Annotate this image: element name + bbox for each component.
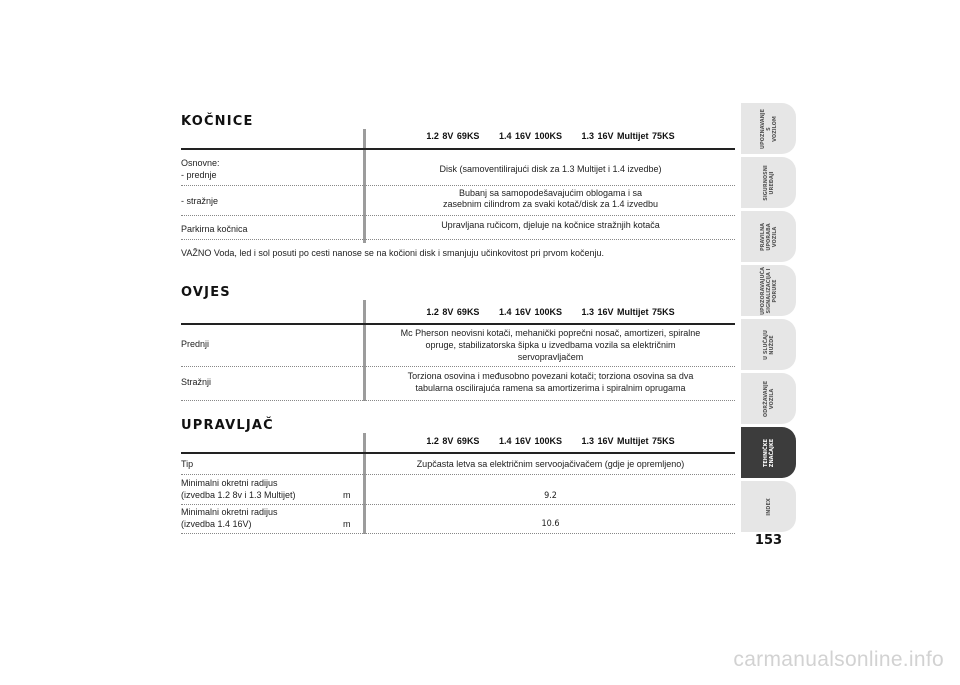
suspension-rear-value-2: tabularna oscilirajuća ramena sa amortizerima i spiralnim oprugama [415,383,686,393]
suspension-front-value-3: servopravljačem [517,352,584,362]
suspension-title: OVJES [181,285,231,300]
header-engine-2: 1.4 16V 100KS [498,436,563,446]
suspension-header-row [366,307,735,317]
header-engine-2: 1.4 16V 100KS [498,307,563,317]
steering-title: UPRAVLJAČ [181,418,274,433]
tab-upoznavanje[interactable] [741,103,796,154]
brakes-rear-label: - stražnje [181,196,219,206]
tab-label: U SLUČAJU NUŽDE [762,329,775,360]
tab-label: INDEX [765,497,772,516]
brakes-header-row [366,131,735,141]
brakes-park-value: Upravljana ručicom, djeluje na kočnice stražnjih kotača [441,220,660,230]
row-divider [181,239,735,240]
suspension-front-value-1: Mc Pherson neovisni kotači, mehanički poprečni nosač, amortizeri, spiralne [400,328,701,338]
suspension-header-rule [181,323,735,325]
header-engine-1: 1.2 8V 69KS [426,131,480,141]
brakes-front-value: Disk (samoventilirajući disk za 1.3 Multijet i 1.4 izvedbe) [439,164,662,174]
header-engine-1: 1.2 8V 69KS [426,436,480,446]
header-engine-3: 1.3 16V Multijet 75KS [581,307,675,317]
suspension-rear-value-1: Torziona osovina i međusobno povezani kotači; torziona osovina sa dva [407,371,694,381]
brakes-rear-value-1: Bubanj sa samopodešavajućim oblogama i sa [458,188,643,198]
steering-radius1-value: 9.2 [544,491,557,501]
tab-upozoravajuca-signalizacija[interactable] [741,265,796,316]
row-divider [181,504,735,505]
suspension-front-label: Prednji [181,339,210,349]
tab-index[interactable] [741,481,796,532]
tab-label: UPOZNAVANJE S VOZILOM [759,108,778,149]
header-engine-3: 1.3 16V Multijet 75KS [581,131,675,141]
tab-pravilna-uporaba[interactable] [741,211,796,262]
steering-radius1-label-2: (izvedba 1.2 8v i 1.3 Multijet) [181,490,296,500]
tab-label: UPOZORAVAJUĆA SIGNALIZACIJA I PORUKE [759,266,778,315]
tab-label: ODRŽAVANJE VOZILA [762,380,775,417]
tab-sigurnosni-uredaji[interactable] [741,157,796,208]
tab-label: PRAVILNA UPORABA VOZILA [759,222,778,251]
page-number: 153 [754,533,783,548]
suspension-front-value-2: opruge, stabilizatorska šipka u izvedbama vozila sa električnim [425,340,676,350]
brakes-front-label-1: Osnovne: [181,158,220,168]
steering-header-rule [181,452,735,454]
tab-label: TEHNIČKE ZNAČAJKE [762,438,775,467]
row-divider [181,215,735,216]
steering-type-value: Zupčasta letva sa električnim servoojačivačem (gdje je opremljeno) [416,459,685,469]
row-divider [181,533,735,534]
brakes-note: VAŽNO Voda, led i sol posuti po cesti nanose se na kočioni disk i smanjuju učinkovitost pri prvom kočenju. [181,248,605,258]
tab-tehnicke-znacajke[interactable] [741,427,796,478]
brakes-header-rule [181,148,735,150]
suspension-rear-label: Stražnji [181,377,212,387]
steering-radius2-unit: m [343,519,351,529]
tab-odrzavanje[interactable] [741,373,796,424]
steering-radius1-unit: m [343,490,351,500]
brakes-title: KOČNICE [181,114,254,129]
steering-radius2-label-2: (izvedba 1.4 16V) [181,519,252,529]
watermark: carmanualsonline.info [733,648,944,671]
row-divider [181,185,735,186]
row-divider [181,400,735,401]
header-engine-2: 1.4 16V 100KS [498,131,563,141]
brakes-front-label-2: - prednje [181,170,217,180]
steering-radius2-value: 10.6 [541,519,560,529]
tab-label: SIGURNOSNI UREĐAJI [762,164,775,201]
tab-u-slucaju-nuzde[interactable] [741,319,796,370]
steering-type-label: Tip [181,459,194,469]
row-divider [181,474,735,475]
header-engine-1: 1.2 8V 69KS [426,307,480,317]
steering-radius2-label-1: Minimalni okretni radijus [181,507,278,517]
brakes-park-label: Parkirna kočnica [181,224,248,234]
header-engine-3: 1.3 16V Multijet 75KS [581,436,675,446]
steering-radius1-label-1: Minimalni okretni radijus [181,478,278,488]
row-divider [181,366,735,367]
brakes-rear-value-2: zasebnim cilindrom za svaki kotač/disk za 1.4 izvedbu [442,199,659,209]
steering-header-row [366,436,735,446]
